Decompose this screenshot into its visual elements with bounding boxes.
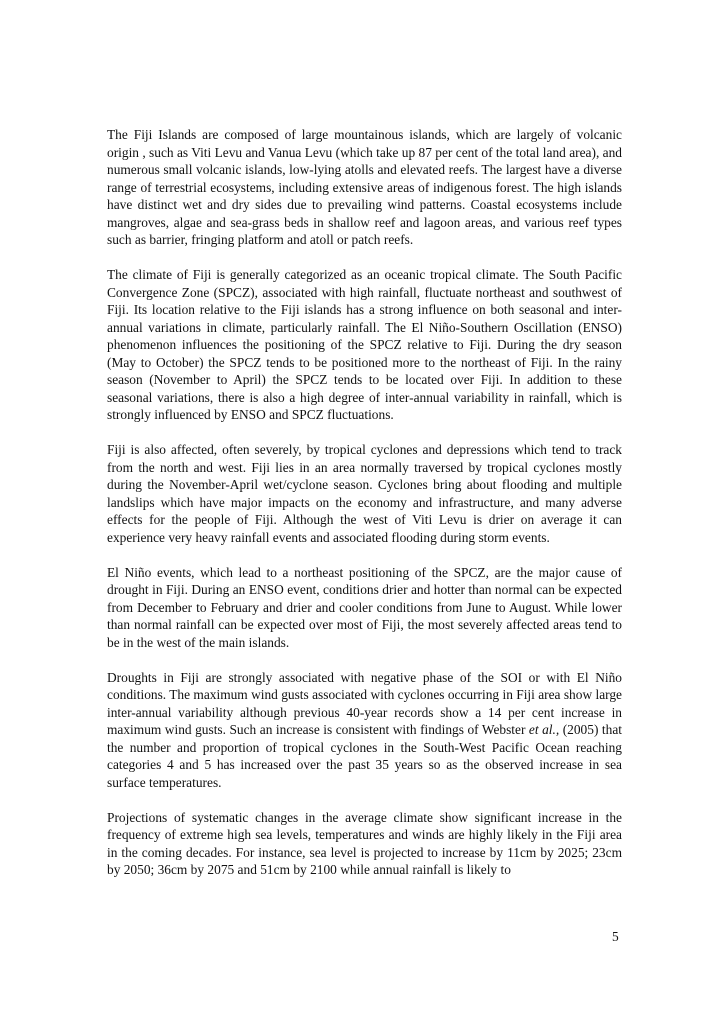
paragraph-el-nino: El Niño events, which lead to a northeast positioning of the SPCZ, are the major cause of drought in Fiji. During an ENSO event, conditions drier and hotter than normal can be expected from December to February and drier and cooler conditions from June to August. While lower than normal rainfall can be expected over most of Fiji, the most severely affected areas tend to be in the west of the main islands. — [107, 564, 622, 650]
page-number: 5 — [612, 929, 619, 944]
paragraph-droughts-text-1: Droughts in Fiji are strongly associated with negative phase of the SOI or with El Niño conditions. The maximum wind gusts associated with cyclones occurring in Fiji area show large inter-annual variability although previous 40-year records show a 14 per cent increase in maximum wind gusts. Such an increase is consistent with findings of Webster — [107, 669, 622, 737]
citation-et-al: et al., — [528, 722, 560, 737]
paragraph-droughts-text-2: (2005) that the number and proportion of tropical cyclones in the South-West Pacific Ocean reaching categories 4 and 5 has increased over the past 35 years so as the observed increase in sea surface temperatures. — [107, 722, 622, 790]
paragraph-cyclones: Fiji is also affected, often severely, by tropical cyclones and depressions which tend to track from the north and west. Fiji lies in an area normally traversed by tropical cyclones mostly during the November-April wet/cyclone season. Cyclones bring about flooding and multiple landslips which have major impacts on the economy and infrastructure, and many adverse effects for the people of Fiji. Although the west of Viti Levu is drier on average it can experience very heavy rainfall events and associated flooding during storm events. — [107, 442, 622, 545]
paragraph-projections: Projections of systematic changes in the average climate show significant increase in the frequency of extreme high sea levels, temperatures and winds are highly likely in the Fiji area in the coming decades. For instance, sea level is projected to increase by 11cm by 2025; 23cm by 2050; 36cm by 2075 and 51cm by 2100 while annual rainfall is likely to — [107, 809, 622, 877]
body-text — [107, 126, 622, 896]
paragraph-droughts — [107, 669, 622, 792]
paragraph-geology: The Fiji Islands are composed of large mountainous islands, which are largely of volcanic origin , such as Viti Levu and Vanua Levu (which take up 87 per cent of the total land area), and numerous small volcanic islands, low-lying atolls and elevated reefs. The largest have a diverse range of terrestrial ecosystems, including extensive areas of indigenous forest. The high islands have distinct wet and dry sides due to prevailing wind patterns. Coastal ecosystems include mangroves, algae and sea-grass beds in shallow reef and lagoon areas, and various reef types such as barrier, fringing platform and atoll or patch reefs. — [107, 127, 622, 247]
paragraph-climate: The climate of Fiji is generally categorized as an oceanic tropical climate. The South Pacific Convergence Zone (SPCZ), associated with high rainfall, fluctuate northeast and southwest of Fiji. Its location relative to the Fiji islands has a strong influence on both seasonal and inter-annual variations in climate, particularly rainfall. The El Niño-Southern Oscillation (ENSO) phenomenon influences the positioning of the SPCZ relative to Fiji. During the dry season (May to October) the SPCZ tends to be positioned more to the northeast of Fiji. In the rainy season (November to April) the SPCZ tends to be located over Fiji. In addition to these seasonal variations, there is also a high degree of inter-annual variability in rainfall, which is strongly influenced by ENSO and SPCZ fluctuations. — [107, 267, 622, 422]
